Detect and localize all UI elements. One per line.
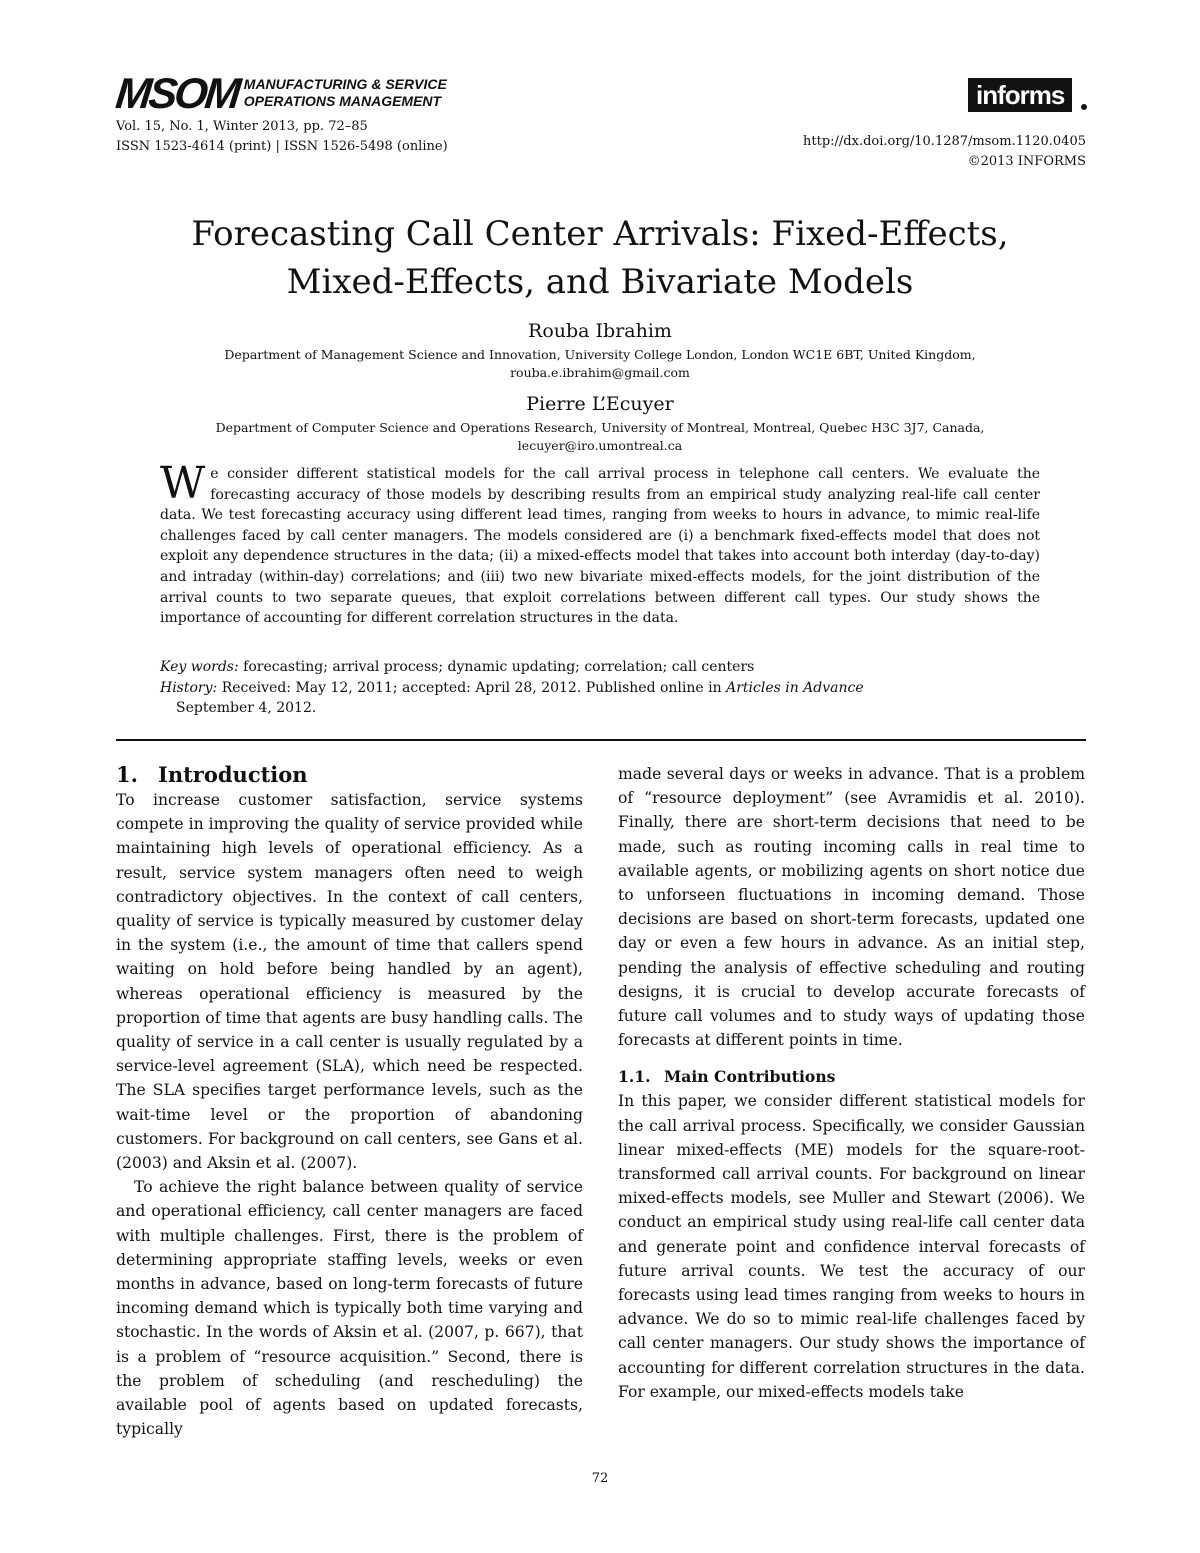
paragraph: To achieve the right balance between quality of service and operational efficiency, call center managers are faced with multiple challenges. First, there is the problem of determining appropriate staffing levels, weeks or even months in advance, based on long-term forecasts of future incoming demand which is typically both time varying and stochastic. In the words of Aksin et al. (2007, p. 667), that is a problem of “resource acquisition.” Second, there is the problem of scheduling (and rescheduling) the available pool of agents based on updated forecasts, typically [116,1178,583,1439]
title-line1: Forecasting Call Center Arrivals: Fixed-Effects, [191,214,1009,254]
journal-name-line2: OPERATIONS MANAGEMENT [243,93,442,109]
author-email[interactable]: rouba.e.ibrahim@gmail.com [510,365,690,380]
keywords-history [160,657,1060,719]
volume-info [116,117,448,157]
journal-logo [113,70,447,118]
author-affiliation [100,346,1100,382]
msom-logo-mark: MSOM [113,70,241,118]
affiliation-line: Department of Management Science and Innovation, University College London, London WC1E 6BT, United Kingdom, [224,347,976,362]
issn-line: ISSN 1523-4614 (print) | ISSN 1526-5498 (online) [116,139,448,154]
author-name: Rouba Ibrahim [528,320,672,342]
affiliation-line: Department of Computer Science and Operations Research, University of Montreal, Montreal, Quebec H3C 3J7, Canada, [215,420,985,435]
informs-logo-dot [1081,104,1087,110]
section-number: 1. [116,762,138,787]
history-date: September 4, 2012. [176,700,317,717]
title-line2: Mixed-Effects, and Bivariate Models [286,262,914,302]
volume-line: Vol. 15, No. 1, Winter 2013, pp. 72–85 [116,119,368,134]
abstract-dropcap: W [160,458,206,509]
abstract-text: e consider different statistical models for the call arrival process in telephone call centers. We evaluate the forecasting accuracy of those models by describing results from an empirical study analyzing real-life call center data. We test forecasting accuracy using different lead times, ranging from weeks to hours in advance, to mimic real-life challenges faced by call center managers. The models considered are (i) a benchmark fixed-effects model that does not exploit any dependence structures in the data; (ii) a mixed-effects model that takes into account both interday (day-to-day) and intraday (within-day) correlations; and (iii) two new bivariate mixed-effects models, for the joint distribution of the arrival counts to two separate queues, that exploit correlations between different call types. Our study shows the importance of accounting for different correlation structures in the data. [160,466,1040,627]
author-affiliation [100,419,1100,455]
subsection-number: 1.1. [618,1067,651,1087]
journal-name-line1: MANUFACTURING & SERVICE [243,76,447,92]
author-email[interactable]: lecuyer@iro.umontreal.ca [517,438,683,453]
keywords-label: Key words [160,659,234,675]
section-heading [116,762,583,788]
keywords-line: Key words: forecasting; arrival process; dynamic updating; correlation; call centers [160,659,755,675]
history-label: History [160,679,213,696]
journal-name [244,76,447,110]
informs-logo: informs [968,78,1072,112]
paragraph: made several days or weeks in advance. That is a problem of “resource deployment” (see Avramidis et al. 2010). Finally, there are short-term decisions that need to be made, such as routing incoming calls in real time to available agents, or mobilizing agents on short notice due to unforseen fluctuations in incoming demand. Those decisions are based on short-term forecasts, updated one day or even a few hours in advance. As an initial step, pending the analysis of effective scheduling and routing designs, it is crucial to develop accurate forecasts of future call volumes and to study ways of updating those forecasts at different points in time. [618,765,1085,1050]
abstract [160,458,1040,629]
subsection-title: Main Contributions [664,1067,836,1087]
doi-link[interactable]: http://dx.doi.org/10.1287/msom.1120.0405 [803,134,1086,149]
history-line: History: Received: May 12, 2011; accepted: April 28, 2012. Published online in Articles in Advance [160,679,864,696]
section-title: Introduction [158,762,308,787]
paragraph: In this paper, we consider different statistical models for the call arrival process. Specifically, we consider Gaussian linear mixed-effects (ME) models for the square-root-transformed call arrival counts. For background on linear mixed-effects models, see Muller and Stewart (2006). We conduct an empirical study using real-life call center data and generate point and confidence interval forecasts of future arrival counts. We test the accuracy of our forecasts using lead times ranging from weeks to hours in advance. We do so to mimic real-life challenges faced by call center managers. Our study shows the importance of accounting for different correlation structures in the data. For example, our mixed-effects models take [618,1092,1085,1401]
right-column [618,762,1085,1404]
keywords-text: forecasting; arrival process; dynamic updating; correlation; call centers [243,659,755,675]
subsection-heading [618,1065,1085,1089]
paragraph: To increase customer satisfaction, service systems compete in improving the quality of service provided while maintaining high levels of operational efficiency. As a result, service system managers often need to weigh contradictory objectives. In the context of call centers, quality of service is typically measured by customer delay in the system (i.e., the amount of time that callers spend waiting on hold before being handled by an agent), whereas operational efficiency is measured by the proportion of time that agents are busy handling calls. The quality of service in a call center is usually regulated by a service-level agreement (SLA), which need be respected. The SLA specifies target performance levels, such as the wait-time level or the proportion of abandoning customers. For background on call centers, see Gans et al. (2003) and Aksin et al. (2007). [116,791,583,1173]
doi-block [803,132,1086,172]
history-text: Received: May 12, 2011; accepted: April 28, 2012. Published online in [221,679,722,696]
history-journal: Articles in Advance [726,679,864,696]
page-number: 72 [591,1471,609,1486]
section-divider [116,739,1086,741]
author-name: Pierre L’Ecuyer [526,393,674,415]
left-column [116,762,583,1441]
copyright: ©2013 INFORMS [967,154,1086,169]
paper-title [100,210,1100,306]
